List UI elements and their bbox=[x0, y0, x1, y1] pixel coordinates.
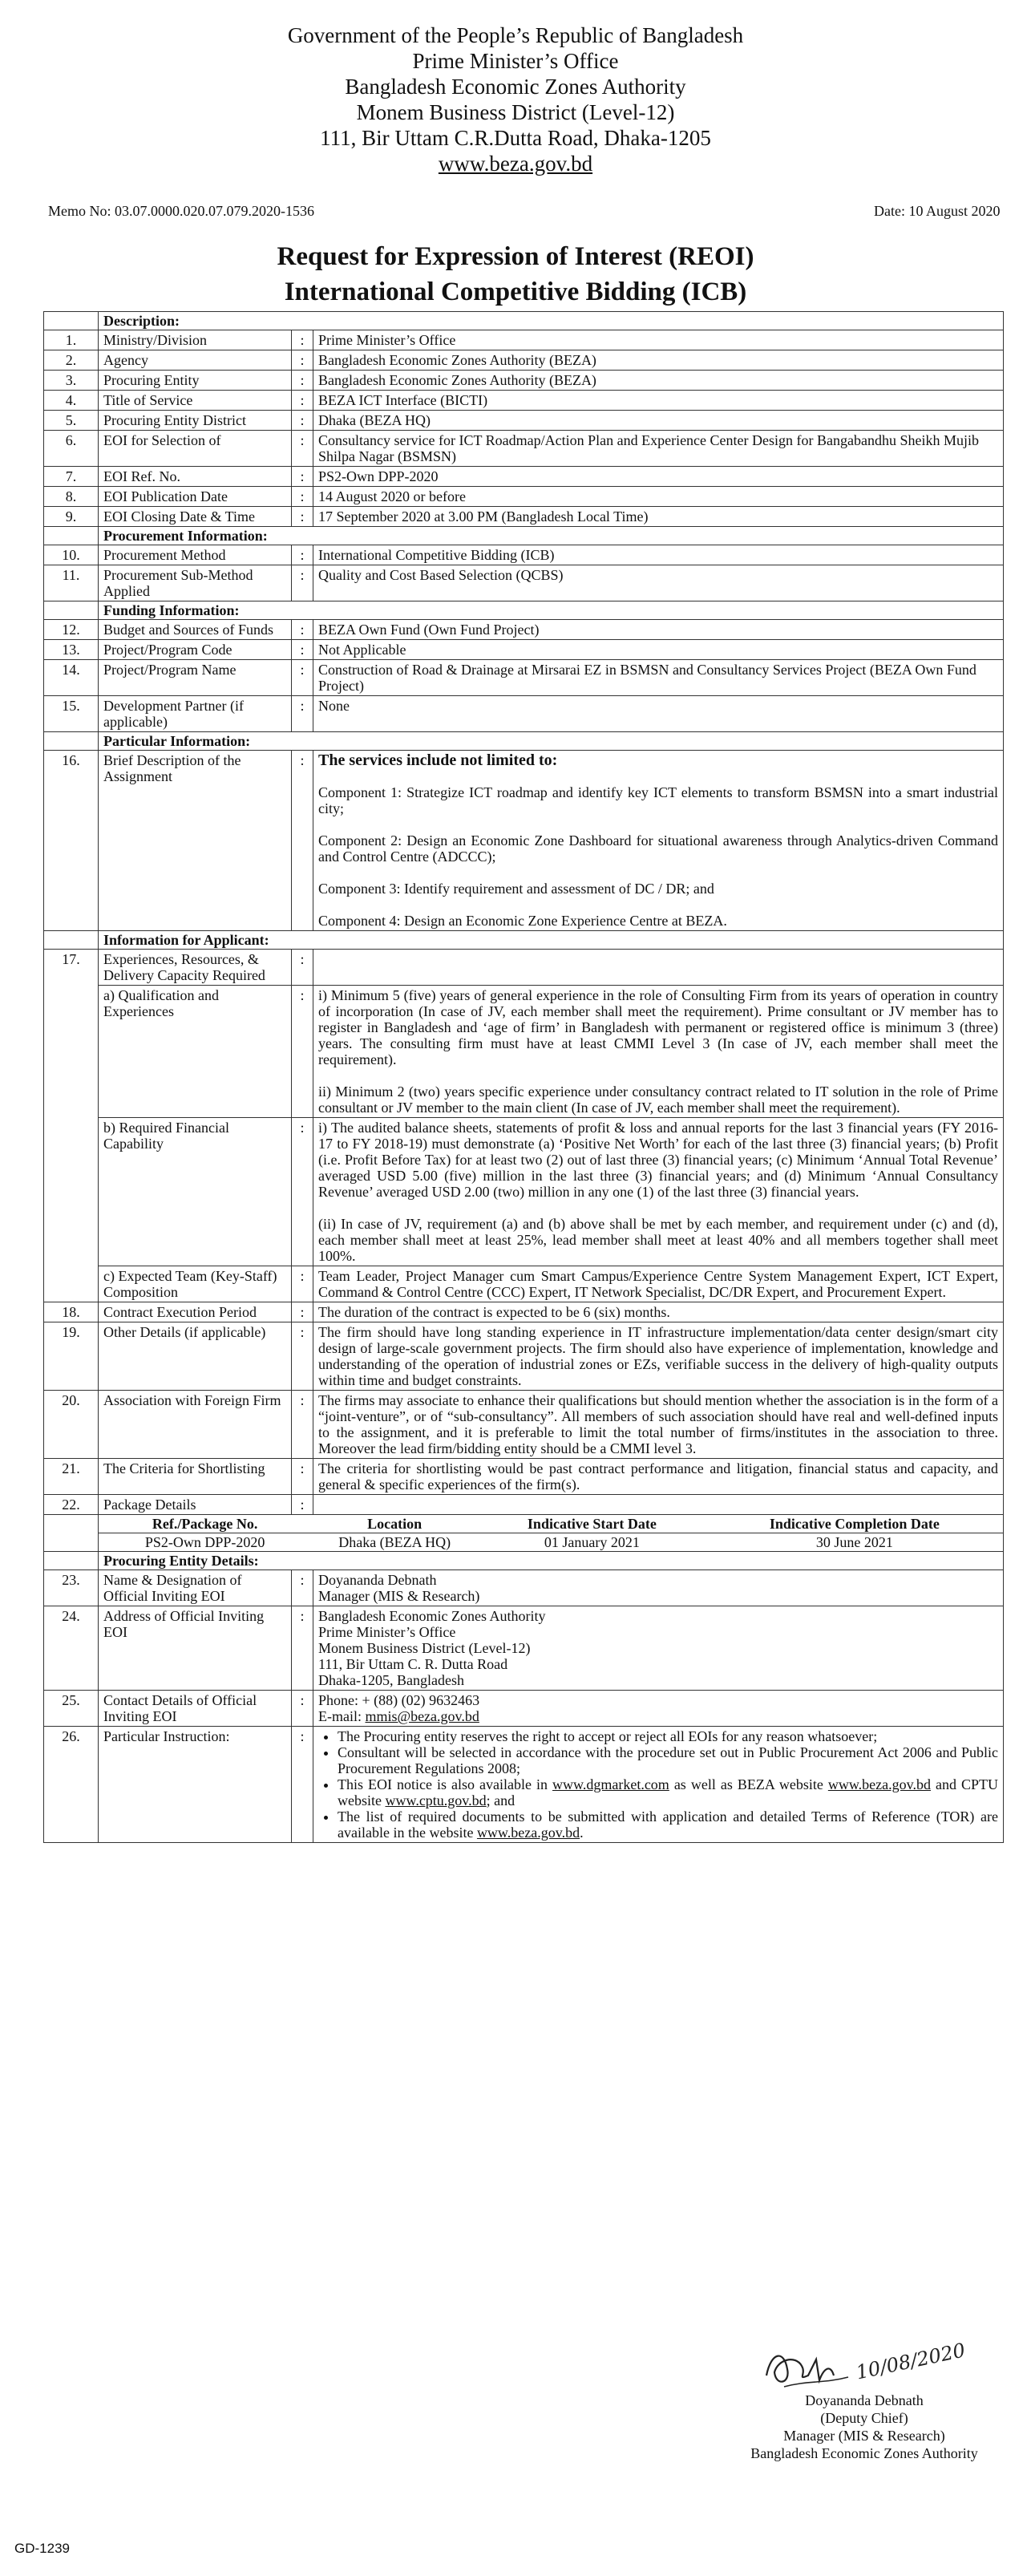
title-reoi: Request for Expression of Interest (REOI) bbox=[277, 242, 754, 271]
contact-phone: Phone: + (88) (02) 9632463 bbox=[318, 1692, 480, 1708]
component-2: Component 2: Design an Economic Zone Dashboard for situational awareness through Analytics-driven Command and Control Centre (ADCCC); bbox=[318, 832, 998, 865]
letterhead-authority: Bangladesh Economic Zones Authority bbox=[345, 75, 686, 99]
section-procurement: Procurement Information: bbox=[44, 527, 1004, 545]
pkg-ref: PS2-Own DPP-2020 bbox=[144, 1534, 265, 1550]
table-row: 20. Association with Foreign Firm : The firms may associate to enhance their qualifications but should mention whether the association is in the form of a “joint-venture”, or of “sub-consultancy”. All members of such association should have real and well-defined inputs to the assignment, and it is preferable to limit the total number of firms/institutes in the association to three. Moreover the lead firm/bidding entity should be a CMMI level 3. bbox=[44, 1391, 1004, 1459]
pkg-header-ref: Ref./Package No. bbox=[99, 1515, 311, 1533]
component-3: Component 3: Identify requirement and assessment of DC / DR; and bbox=[318, 881, 714, 897]
team-composition: Team Leader, Project Manager cum Smart Campus/Experience Centre System Management Expert, ICT Expert, Command & Control Centre (CCC) Expert, IT Network Specialist, DC/DR Expert, and Procurement Expert. bbox=[313, 1266, 1004, 1302]
pkg-header-start: Indicative Start Date bbox=[478, 1515, 706, 1533]
table-row: a) Qualification and Experiences : i) Minimum 5 (five) years of general experience in the role of Consulting Firm from its years of operation in country of incorporation (In case of JV, each member shall meet the requirement). Prime consultant or JV member has to register in Bangladesh and ‘age of firm’ in Bangladesh with permanent or registered office is minimum 3 (three) years. The consulting firm must have at least CMMI Level 3 (In case of JV, each member shall meet the requirement). ii) Minimum 2 (two) years specific experience under consultancy contract related to IT solution in the role of Prime consultant or JV member to the main client (In case of JV, each member shall meet the requirement). bbox=[44, 986, 1004, 1118]
table-row: 10. Procurement Method : International Competitive Bidding (ICB) bbox=[44, 545, 1004, 565]
table-row: 19. Other Details (if applicable) : The firm should have long standing experience in IT infrastructure implementation/data center design/smart city design of large-scale government projects. The firm should also have experience of implementation, knowledge and understanding of the operation of industrial zones or EZs, verifiable success in the delivery of high-quality outputs within time and budget constraints. bbox=[44, 1322, 1004, 1391]
footer-code: GD-1239 bbox=[14, 2541, 70, 2556]
table-row: 21. The Criteria for Shortlisting : The criteria for shortlisting would be past contract performance and litigation, financial status and capacity, and general & specific experiences of the firm(s). bbox=[44, 1459, 1004, 1495]
letterhead-government: Government of the People’s Republic of Bangladesh bbox=[287, 23, 744, 47]
table-row: b) Required Financial Capability : i) The audited balance sheets, statements of profit & loss and annual reports for the last 3 financial years (FY 2016-17 to FY 2018-19) must demonstrate (a) ‘Positive Net Worth’ for each of the last three (3) financial years; (b) Profit (i.e. Profit Before Tax) for at least two (2) out of last three (3) financial years; (c) Minimum ‘Annual Total Revenue’ averaged USD 5.00 (five) million in the last three (3) financial years; and (d) Minimum ‘Annual Consultancy Revenue’ averaged USD 2.00 (two) million in any one (1) of the last three (3) financial years. (ii) In case of JV, requirement (a) and (b) above shall be met by each member, and requirement under (c) and (d), each member shall meet at least 25%, lead member shall meet at least 40% and all members together shall meet 100%. bbox=[44, 1118, 1004, 1266]
table-row: 25. Contact Details of Official Inviting EOI : Phone: + (88) (02) 9632463 E-mail: mmis@beza.gov.bd bbox=[44, 1691, 1004, 1727]
instruction-item: • The Procuring entity reserves the right to accept or reject all EOIs for any reason whatsoever; bbox=[338, 1728, 998, 1744]
table-row: c) Expected Team (Key-Staff) Composition : Team Leader, Project Manager cum Smart Campus/Experience Centre System Management Expert, ICT Expert, Command & Control Centre (CCC) Expert, IT Network Specialist, DC/DR Expert, and Procurement Expert. bbox=[44, 1266, 1004, 1302]
table-row: 24. Address of Official Inviting EOI : Bangladesh Economic Zones Authority Prime Minister’s Office Monem Business District (Level-12) 111, Bir Uttam C. R. Dutta Road Dhaka-1205, Bangladesh bbox=[44, 1606, 1004, 1691]
handwritten-signature bbox=[760, 2327, 993, 2400]
memo-date: Date: 10 August 2020 bbox=[874, 203, 1001, 219]
services-heading: The services include not limited to: bbox=[318, 751, 558, 769]
beza-website-link[interactable]: www.beza.gov.bd bbox=[827, 1776, 931, 1792]
section-particular: Particular Information: bbox=[44, 732, 1004, 751]
table-row: 6. EOI for Selection of : Consultancy service for ICT Roadmap/Action Plan and Experience Center Design for Bangabandhu Sheikh Mujib Shilpa Nagar (BSMSN) bbox=[44, 431, 1004, 467]
section-procuring-entity: Procuring Entity Details: bbox=[44, 1552, 1004, 1570]
title-icb: International Competitive Bidding (ICB) bbox=[284, 277, 747, 306]
address-line: Monem Business District (Level-12) bbox=[318, 1640, 531, 1656]
signatory-organization: Bangladesh Economic Zones Authority bbox=[750, 2445, 978, 2461]
table-row: 3. Procuring Entity : Bangladesh Economic Zones Authority (BEZA) bbox=[44, 371, 1004, 391]
table-row: 15. Development Partner (if applicable) : None bbox=[44, 696, 1004, 732]
letterhead bbox=[0, 22, 1031, 176]
signatory-name: Doyananda Debnath bbox=[805, 2392, 924, 2408]
signature-block bbox=[728, 2392, 1001, 2462]
instruction-list bbox=[318, 1728, 998, 1841]
table-row: 14. Project/Program Name : Construction of Road & Drainage at Mirsarai EZ in BSMSN and Consultancy Services Project (BEZA Own Fund Project) bbox=[44, 660, 1004, 696]
letterhead-website: www.beza.gov.bd bbox=[438, 152, 593, 176]
letterhead-office: Prime Minister’s Office bbox=[412, 49, 619, 73]
table-row: 18. Contract Execution Period : The duration of the contract is expected to be 6 (six) months. bbox=[44, 1302, 1004, 1322]
table-row: 16. Brief Description of the Assignment : The services include not limited to: Component 1: Strategize ICT roadmap and identify key ICT elements to transform BSMSN into a smart industrial city; Component 2: Design an Economic Zone Dashboard for situational awareness through Analytics-driven Command and Control Centre (ADCCC); Component 3: Identify requirement and assessment of DC / DR; and Component 4: Design an Economic Zone Experience Centre at BEZA. bbox=[44, 751, 1004, 931]
address-line: Bangladesh Economic Zones Authority bbox=[318, 1608, 546, 1624]
pkg-location: Dhaka (BEZA HQ) bbox=[338, 1534, 451, 1550]
memo-number: Memo No: 03.07.0000.020.07.079.2020-1536 bbox=[48, 203, 314, 219]
table-row: 9. EOI Closing Date & Time : 17 September 2020 at 3.00 PM (Bangladesh Local Time) bbox=[44, 507, 1004, 527]
table-row: 2. Agency : Bangladesh Economic Zones Authority (BEZA) bbox=[44, 350, 1004, 371]
table-row: 17. Experiences, Resources, & Delivery Capacity Required : bbox=[44, 950, 1004, 986]
financial-ii: (ii) In case of JV, requirement (a) and (b) above shall be met by each member, and requirement under (c) and (d), each member shall meet at least 25%, lead member shall meet at least 40% and all members together shall meet 100%. bbox=[318, 1216, 998, 1264]
official-designation: Manager (MIS & Research) bbox=[318, 1588, 480, 1604]
section-funding: Funding Information: bbox=[44, 601, 1004, 620]
package-details-row bbox=[44, 1515, 1004, 1552]
pkg-header-location: Location bbox=[311, 1515, 478, 1533]
pkg-start: 01 January 2021 bbox=[544, 1534, 640, 1550]
table-row: 7. EOI Ref. No. : PS2-Own DPP-2020 bbox=[44, 467, 1004, 487]
instruction-item: • This EOI notice is also available in www.dgmarket.com as well as BEZA website www.beza.gov.bd and CPTU website www.cptu.gov.bd; and bbox=[338, 1776, 998, 1808]
table-row: 22. Package Details : bbox=[44, 1495, 1004, 1515]
contact-email-line bbox=[318, 1708, 998, 1724]
section-description: Description: bbox=[44, 312, 1004, 330]
dgmarket-link[interactable]: www.dgmarket.com bbox=[552, 1776, 669, 1792]
component-1: Component 1: Strategize ICT roadmap and identify key ICT elements to transform BSMSN into a smart industrial city; bbox=[318, 784, 998, 816]
instruction-item: • The list of required documents to be submitted with application and detailed Terms of Reference (TOR) are available in the website www.beza.gov.bd. bbox=[338, 1808, 998, 1841]
table-row: 8. EOI Publication Date : 14 August 2020 or before bbox=[44, 487, 1004, 507]
letterhead-building: Monem Business District (Level-12) bbox=[356, 100, 675, 124]
table-row: 11. Procurement Sub-Method Applied : Quality and Cost Based Selection (QCBS) bbox=[44, 565, 1004, 601]
component-4: Component 4: Design an Economic Zone Experience Centre at BEZA. bbox=[318, 913, 727, 929]
beza-website-link[interactable]: www.beza.gov.bd bbox=[476, 1825, 580, 1841]
table-row: 1. Ministry/Division : Prime Minister’s Office bbox=[44, 330, 1004, 350]
instruction-item: • Consultant will be selected in accordance with the procedure set out in Public Procurement Act 2006 and Public Procurement Regulations 2008; bbox=[338, 1744, 998, 1776]
letterhead-street: 111, Bir Uttam C.R.Dutta Road, Dhaka-1205 bbox=[320, 126, 711, 150]
signature-date: 10/08/2020 bbox=[854, 2339, 968, 2384]
address-line: Prime Minister’s Office bbox=[318, 1624, 456, 1640]
table-row: 4. Title of Service : BEZA ICT Interface (BICTI) bbox=[44, 391, 1004, 411]
cptu-link[interactable]: www.cptu.gov.bd bbox=[385, 1792, 487, 1808]
reoi-table bbox=[43, 311, 1004, 1843]
email-label: E-mail: bbox=[318, 1708, 366, 1724]
assignment-description bbox=[318, 752, 998, 929]
table-row: 12. Budget and Sources of Funds : BEZA Own Fund (Own Fund Project) bbox=[44, 620, 1004, 640]
pkg-completion: 30 June 2021 bbox=[815, 1534, 893, 1550]
table-row: 26. Particular Instruction: : • The Procuring entity reserves the right to accept or reject all EOIs for any reason whatsoever; • Consultant will be selected in accordance with the procedure set out in Public Procurement Act 2006 and Public Procurement Regulations 2008; • This EOI notice is also available in www.dgmarket.com as well as BEZA website www.beza.gov.bd and CPTU website www.cptu.gov.bd; and • The list of required documents to be submitted with application and detailed Terms of Reference (TOR) are available in the website www.beza.gov.bd. bbox=[44, 1727, 1004, 1843]
document-title bbox=[0, 239, 1031, 310]
signatory-title: (Deputy Chief) bbox=[820, 2410, 908, 2426]
financial-i: i) The audited balance sheets, statements of profit & loss and annual reports for the last 3 financial years (FY 2016-17 to FY 2018-19) must demonstrate (a) ‘Positive Net Worth’ for each of the last three (3) financial years; (b) Profit (i.e. Profit Before Tax) for at least two (2) out of last three (3) financial years; (c) Minimum ‘Annual Total Revenue’ averaged USD 5.00 (five) million in the last three (3) financial years; and (d) Minimum ‘Annual Consultancy Revenue’ averaged USD 2.00 (two) million in any one (1) of the last three (3) financial years. bbox=[318, 1120, 998, 1200]
package-table bbox=[99, 1515, 1003, 1551]
table-row: 5. Procuring Entity District : Dhaka (BEZA HQ) bbox=[44, 411, 1004, 431]
official-name: Doyananda Debnath bbox=[318, 1572, 437, 1588]
qualification-ii: ii) Minimum 2 (two) years specific experience under consultancy contract related to IT solution in the role of Prime consultant or JV member to the main client (In case of JV, each member shall meet the requirement). bbox=[318, 1083, 998, 1116]
table-row: 13. Project/Program Code : Not Applicable bbox=[44, 640, 1004, 660]
qualification-i: i) Minimum 5 (five) years of general experience in the role of Consulting Firm from its years of operation in country of incorporation (In case of JV, each member shall meet the requirement). Prime consultant or JV member has to register in Bangladesh and ‘age of firm’ in Bangladesh with permanent or registered office is minimum 3 (three) years. The consulting firm must have at least CMMI Level 3 (In case of JV, each member shall meet the requirement). bbox=[318, 987, 998, 1067]
contact-email-link[interactable]: mmis@beza.gov.bd bbox=[365, 1708, 479, 1724]
signatory-designation: Manager (MIS & Research) bbox=[783, 2428, 945, 2444]
address-line: Dhaka-1205, Bangladesh bbox=[318, 1672, 464, 1688]
pkg-header-completion: Indicative Completion Date bbox=[706, 1515, 1003, 1533]
table-row: 23. Name & Designation of Official Inviting EOI : Doyananda Debnath Manager (MIS & Research) bbox=[44, 1570, 1004, 1606]
section-applicant: Information for Applicant: bbox=[44, 931, 1004, 950]
address-line: 111, Bir Uttam C. R. Dutta Road bbox=[318, 1656, 508, 1672]
